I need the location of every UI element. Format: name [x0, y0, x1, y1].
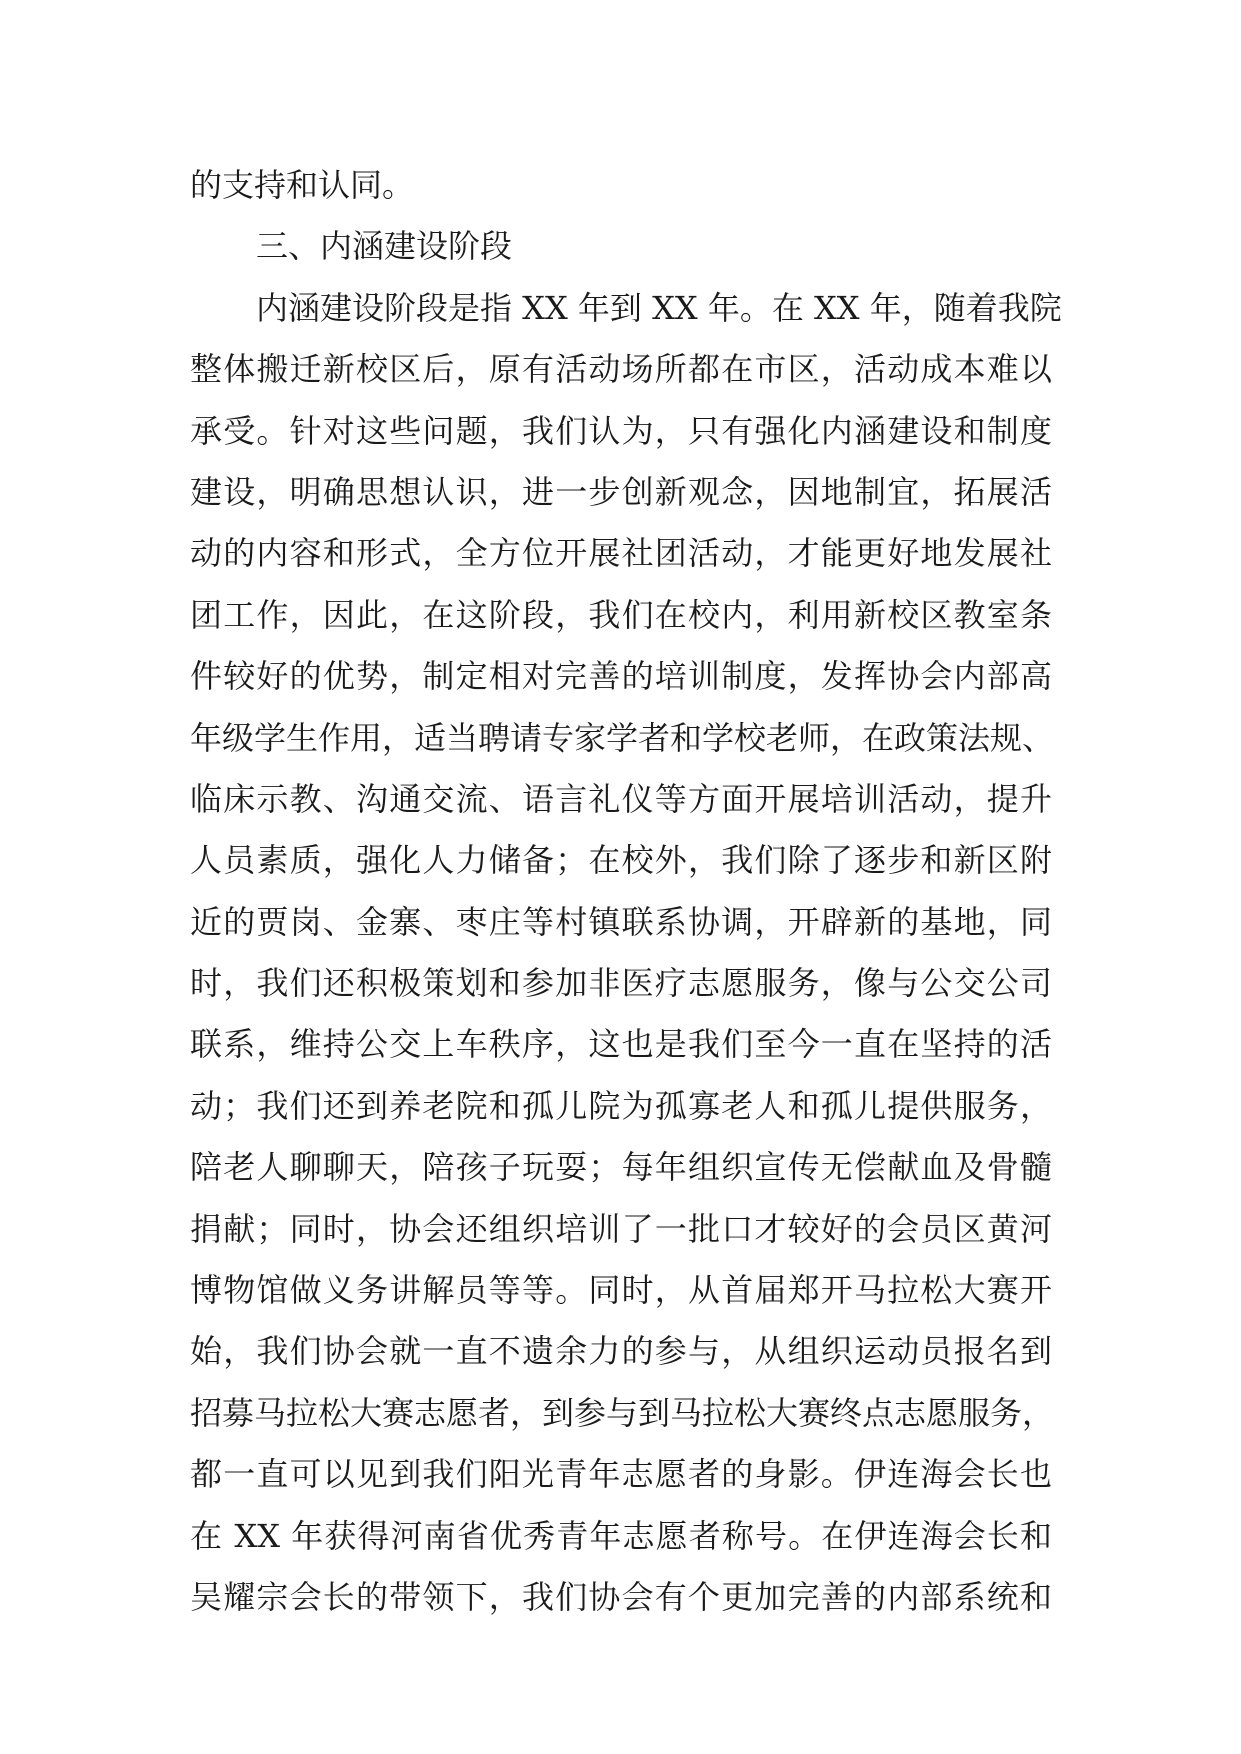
paragraph-line: 联系，维持公交上车秩序，这也是我们至今一直在坚持的活 [190, 1025, 1052, 1064]
body-text [190, 155, 1062, 1628]
paragraph-line: 承受。针对这些问题，我们认为，只有强化内涵建设和制度 [190, 411, 1052, 450]
paragraph [190, 278, 1062, 1629]
paragraph-line: 年级学生作用，适当聘请专家学者和学校老师，在政策法规、 [190, 718, 1055, 757]
paragraph-line: 始，我们协会就一直不遗余力的参与，从组织运动员报名到 [190, 1332, 1052, 1371]
paragraph-line: 招募马拉松大赛志愿者，到参与到马拉松大赛终点志愿服务， [190, 1393, 1055, 1432]
paragraph-line: 都一直可以见到我们阳光青年志愿者的身影。伊连海会长也 [190, 1455, 1052, 1494]
paragraph-line: 动；我们还到养老院和孤儿院为孤寡老人和孤儿提供服务， [190, 1086, 1052, 1125]
paragraph-line: 件较好的优势，制定相对完善的培训制度，发挥协会内部高 [190, 657, 1052, 696]
paragraph-line: 内涵建设阶段是指 XX 年到 XX 年。在 XX 年，随着我院 [256, 288, 1062, 327]
paragraph-line: 时，我们还积极策划和参加非医疗志愿服务，像与公交公司 [190, 964, 1052, 1003]
paragraph-line: 人员素质，强化人力储备；在校外，我们除了逐步和新区附 [190, 841, 1052, 880]
paragraph-line: 团工作，因此，在这阶段，我们在校内，利用新校区教室条 [190, 595, 1052, 634]
paragraph-line: 建设，明确思想认识，进一步创新观念，因地制宜，拓展活 [190, 472, 1052, 511]
paragraph-line: 陪老人聊聊天，陪孩子玩耍；每年组织宣传无偿献血及骨髓 [190, 1148, 1052, 1187]
paragraph-line: 博物馆做义务讲解员等等。同时，从首届郑开马拉松大赛开 [190, 1271, 1052, 1310]
paragraph-line: 捐献；同时，协会还组织培训了一批口才较好的会员区黄河 [190, 1209, 1052, 1248]
paragraph-line: 近的贾岗、金寨、枣庄等村镇联系协调，开辟新的基地，同 [190, 902, 1052, 941]
paragraph-line: 动的内容和形式，全方位开展社团活动，才能更好地发展社 [190, 534, 1052, 573]
paragraph-line: 整体搬迁新校区后，原有活动场所都在市区，活动成本难以 [190, 350, 1052, 389]
paragraph-line: 吴耀宗会长的带领下，我们协会有个更加完善的内部系统和 [190, 1577, 1052, 1616]
section-heading: 三、内涵建设阶段 [256, 227, 513, 266]
previous-paragraph-ending: 的支持和认同。 [190, 166, 415, 204]
paragraph-line: 在 XX 年获得河南省优秀青年志愿者称号。在伊连海会长和 [190, 1516, 1052, 1555]
paragraph-line: 临床示教、沟通交流、语言礼仪等方面开展培训活动，提升 [190, 779, 1052, 818]
